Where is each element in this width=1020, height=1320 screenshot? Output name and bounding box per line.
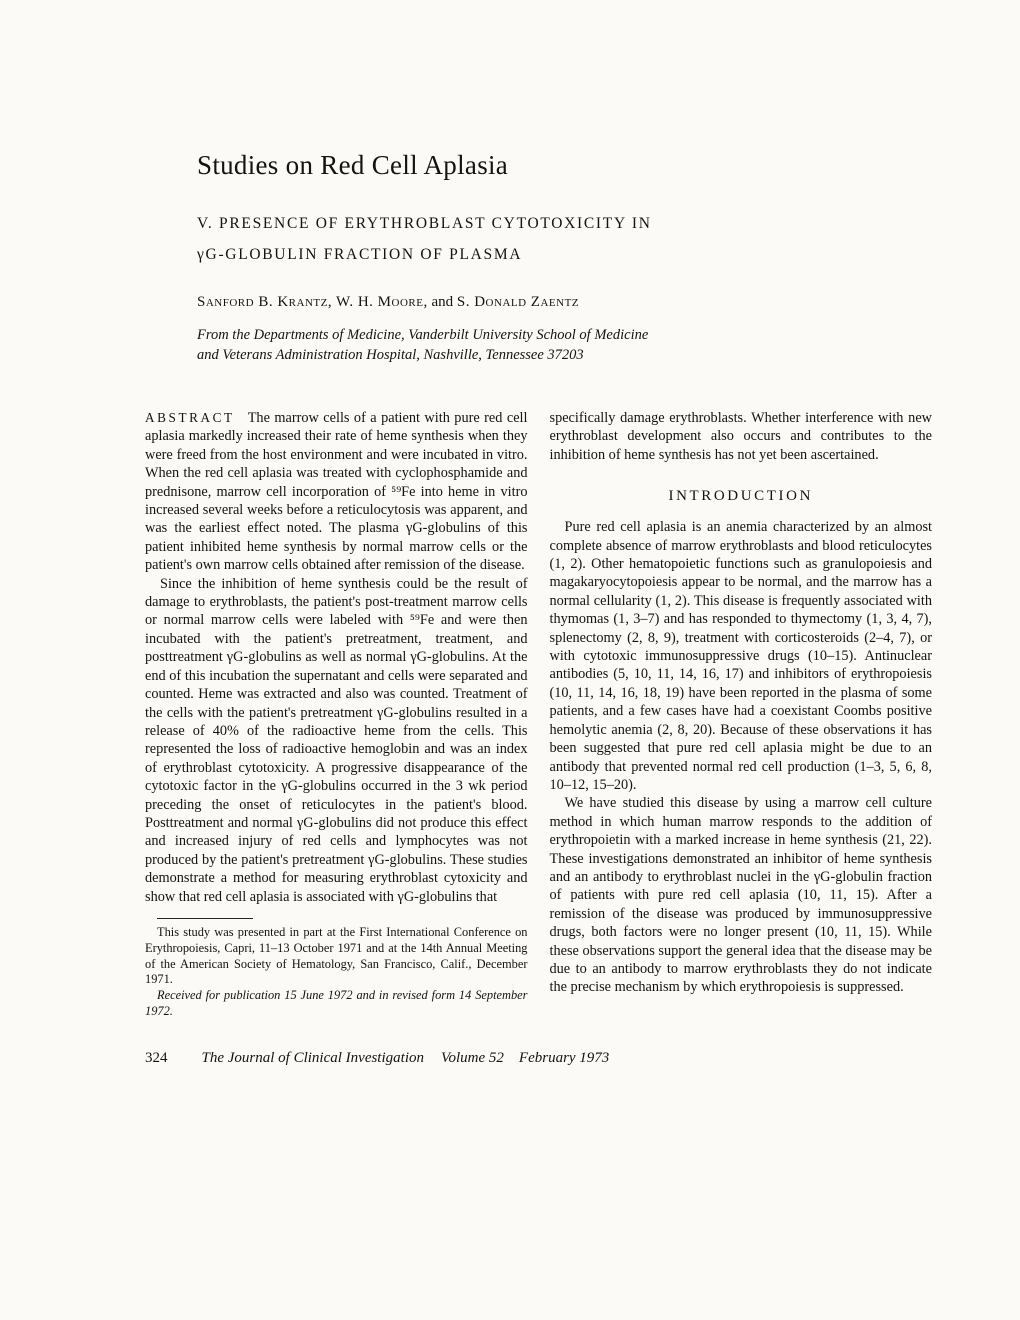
page-footer <box>145 1050 932 1067</box>
page-number: 324 <box>145 1049 168 1066</box>
article-header <box>197 150 932 365</box>
abstract-paragraph-1 <box>145 409 528 575</box>
abstract-continuation-paragraph: specifically damage erythroblasts. Whether interference with new erythroblast development also occurs and contributes to the inhibition of heme synthesis has not yet been ascertained. <box>549 410 932 463</box>
authors-line <box>197 294 932 311</box>
introduction-heading: INTRODUCTION <box>668 488 814 505</box>
article-subtitle <box>197 208 932 270</box>
two-column-body <box>145 409 932 1020</box>
article-subtitle-line2: γG-GLOBULIN FRACTION OF PLASMA <box>197 246 523 263</box>
affiliation-line1: From the Departments of Medicine, Vanderbilt University School of Medicine <box>197 327 649 343</box>
authors-conjunction: and <box>427 294 457 310</box>
journal-volume: Volume 52 <box>440 1049 504 1066</box>
footnote-presented: This study was presented in part at the First International Conference on Erythropoiesis, Capri, 11–13 October 1971 and at the 14th Annual Meeting of the American Society of Hematology, San Francisco, Calif., December 1971. <box>145 924 528 987</box>
article-subtitle-line1: V. PRESENCE OF ERYTHROBLAST CYTOTOXICITY IN <box>197 215 652 232</box>
authors-names-1: Sanford B. Krantz, W. H. Moore, <box>197 294 428 310</box>
journal-name: The Journal of Clinical Investigation <box>201 1049 424 1066</box>
article-title: Studies on Red Cell Aplasia <box>197 150 509 180</box>
introduction-paragraph-2: We have studied this disease by using a marrow cell culture method in which human marrow responds to the addition of erythropoietin with a marked increase in heme synthesis (21, 22). These investigations demonstrated an inhibitor of heme synthesis and an antibody to erythroblast nuclei in the γG-globulin fraction of patients with pure red cell aplasia (10, 11, 15). After a remission of the disease was produced by immunosuppressive drugs, both factors were no longer present (10, 11, 15). While these observations support the general idea that the disease may be due to an antibody to marrow erythroblasts they do not indicate the precise mechanism by which erythropoiesis is suppressed. <box>549 795 932 996</box>
authors-names-2: S. Donald Zaentz <box>456 294 580 310</box>
right-column <box>550 409 933 1020</box>
footnote-rule <box>157 918 253 919</box>
left-column <box>145 409 528 1020</box>
affiliation-line2: and Veterans Administration Hospital, Nashville, Tennessee 37203 <box>197 346 584 363</box>
issue-date: February 1973 <box>518 1049 610 1066</box>
footnote-received: Received for publication 15 June 1972 and in revised form 14 September 1972. <box>145 988 528 1018</box>
abstract-paragraph-1-text: The marrow cells of a patient with pure red cell aplasia markedly increased their rate of heme synthesis when they were freed from the host environment and were incubated in vitro. When the red cell aplasia was treated with cyclophosphamide and prednisone, marrow cell incorporation of ⁵⁹Fe into heme in vitro increased several weeks before a reticulocytosis was apparent, and was the earliest effect noted. The plasma γG-globulins of this patient inhibited heme synthesis by normal marrow cells or the patient's own marrow cells obtained after remission of the disease. <box>145 410 528 574</box>
introduction-paragraph-1: Pure red cell aplasia is an anemia characterized by an almost complete absence of marrow erythroblasts and blood reticulocytes (1, 2). Other hematopoietic functions such as granulopoiesis and magakaryocytopoiesis appear to be normal, and the marrow has a normal cellularity (1, 2). This disease is frequently associated with thymomas (1, 3–7) and has responded to thymectomy (1, 3, 4, 7), splenectomy (2, 8, 9), treatment with corticosteroids (2–4, 7), or with cytotoxic immunosuppressive drugs (10–15). Antinuclear antibodies (5, 10, 11, 14, 16, 17) and inhibitors of erythropoiesis (10, 11, 14, 16, 18, 19) have been reported in the plasma of some patients, and a few cases have had a coexistant Coombs positive hemolytic anemia (2, 8, 20). Because of these observations it has been suggested that pure red cell aplasia might be due to an antibody that prevented normal red cell production (1–3, 5, 6, 8, 10–12, 15–20). <box>549 519 932 793</box>
abstract-paragraph-2: Since the inhibition of heme synthesis could be the result of damage to erythroblasts, the patient's post-treatment marrow cells or normal marrow cells were labeled with ⁵⁹Fe and were then incubated with the patient's pretreatment, treatment, and posttreatment γG-globulins as well as normal γG-globulins. At the end of this incubation the supernatant and cells were separated and counted. Heme was extracted and also was counted. Treatment of the cells with the patient's pretreatment γG-globulins resulted in a release of 40% of the radioactive heme from the cells. This represented the loss of radioactive hemoglobin and was an index of erythroblast cytotoxicity. A progressive disappearance of the cytotoxic factor in the γG-globulins occurred in the 3 wk period preceding the onset of reticulocytes in the patient's blood. Posttreatment and normal γG-globulins did not produce this effect and increased injury of red cells and lymphocytes was not produced by the patient's pretreatment γG-globulins. These studies demonstrate a method for measuring erythroblast cytoxicity and show that red cell aplasia is associated with γG-globulins that <box>145 575 528 905</box>
abstract-label: ABSTRACT <box>145 410 235 425</box>
affiliation <box>197 326 932 365</box>
footnote-block <box>145 918 528 1020</box>
